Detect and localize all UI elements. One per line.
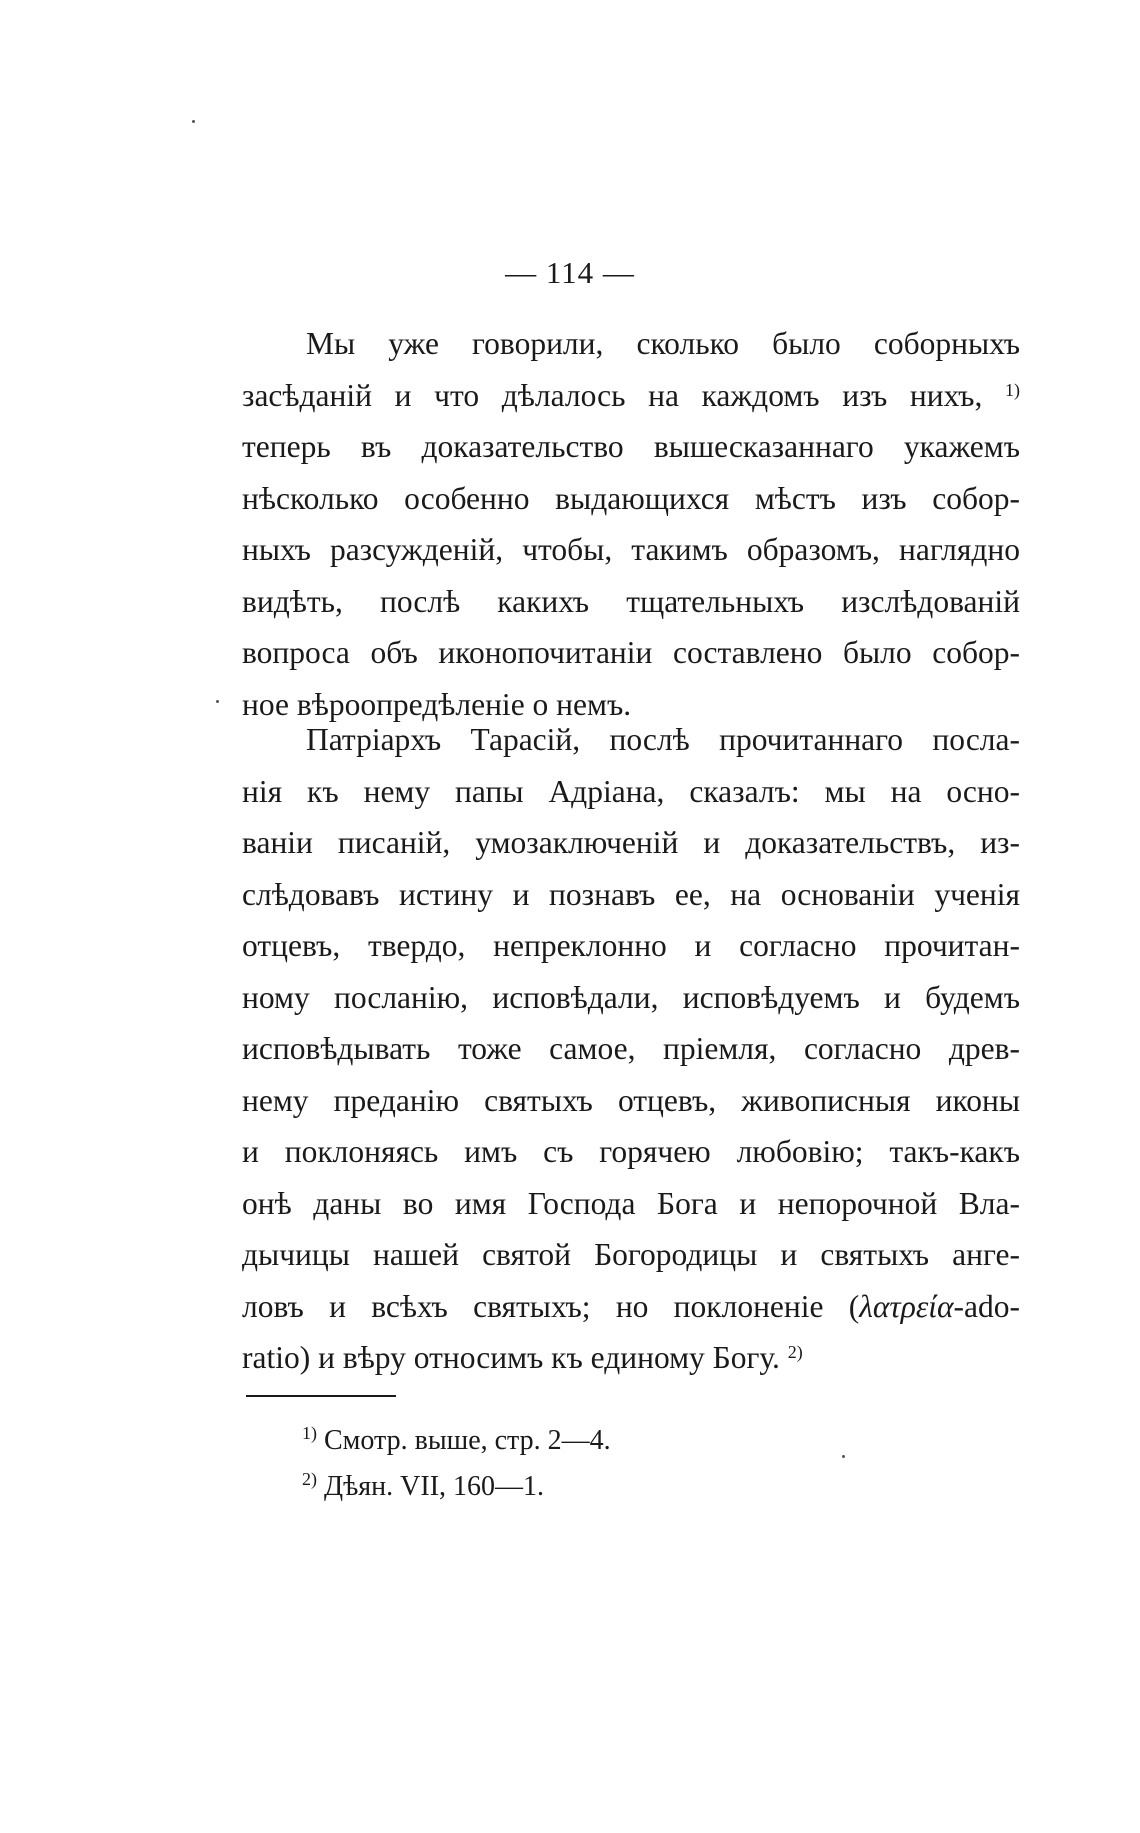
paragraph-2 — [242, 714, 1020, 1384]
footnote-ref: 2) — [787, 1342, 803, 1362]
print-speck — [192, 120, 195, 123]
footnotes — [302, 1418, 611, 1510]
page-number: — 114 — — [505, 255, 635, 290]
footnote-text: Дѣян. VII, 160—1. — [324, 1471, 545, 1502]
greek-word: λατρεία — [859, 1288, 954, 1324]
text-line-body: ловъ и всѣхъ святыхъ; но поклоненіе ( — [242, 1288, 860, 1324]
print-speck — [842, 1455, 845, 1458]
footnote-marker: 1) — [302, 1423, 317, 1443]
print-speck — [216, 700, 219, 703]
footnote-ref: 1) — [1005, 379, 1021, 400]
text-line: и поклоняясь имъ съ горячею любовію; такъ-какъ — [242, 1134, 1020, 1169]
footnote-separator — [246, 1395, 396, 1397]
text-line: вопроса объ иконопочитаніи составлено было собор- — [242, 635, 1020, 670]
text-line: отцевъ, твердо, непреклонно и согласно прочитан- — [242, 928, 1020, 963]
text-line: онѣ даны во имя Господа Бога и непорочной Вла- — [242, 1185, 1020, 1221]
text-line: видѣть, послѣ какихъ тщательныхъ изслѣдованій — [242, 583, 1020, 619]
footnote-text: Смотр. выше, стр. 2—4. — [324, 1425, 611, 1456]
text-line: ному посланію, исповѣдали, исповѣдуемъ и будемъ — [242, 979, 1020, 1015]
text-line: слѣдовавъ истину и познавъ ее, на основаніи ученія — [242, 876, 1020, 912]
text-line-body: ratio) и вѣру относимъ къ единому Богу. — [242, 1340, 780, 1375]
text-line: нему преданію святыхъ отцевъ, живописныя иконы — [242, 1082, 1020, 1118]
text-line: ныхъ разсужденій, чтобы, такимъ образомъ, наглядно — [242, 532, 1020, 567]
text-line — [242, 370, 1020, 422]
text-line-body: засѣданій и что дѣлалось на каждомъ изъ нихъ, — [242, 377, 983, 413]
text-line: Мы уже говорили, сколько было соборныхъ — [306, 326, 1020, 361]
footnote-2 — [302, 1464, 611, 1510]
latin-fragment: -ado- — [953, 1288, 1020, 1324]
paragraph-1 — [242, 318, 1020, 730]
text-line: Патріархъ Тарасій, послѣ прочитаннаго посла- — [306, 722, 1020, 757]
footnote-marker: 2) — [302, 1469, 317, 1489]
text-line: ваніи писаній, умозаключеній и доказательствъ, из- — [242, 825, 1020, 860]
footnote-1 — [302, 1418, 611, 1464]
text-line: исповѣдывать тоже самое, пріемля, согласно древ- — [242, 1031, 1020, 1066]
text-line: дычицы нашей святой Богородицы и святыхъ анге- — [242, 1237, 1020, 1272]
text-line: ное вѣроопредѣленіе о немъ. — [242, 686, 632, 722]
text-line: нія къ нему папы Адріана, сказалъ: мы на осно- — [242, 773, 1020, 809]
text-line — [242, 1281, 1020, 1333]
text-line: нѣсколько особенно выдающихся мѣстъ изъ собор- — [242, 480, 1020, 516]
text-line — [242, 1332, 1020, 1384]
text-line: теперь въ доказательство вышесказаннаго укажемъ — [242, 429, 1020, 464]
